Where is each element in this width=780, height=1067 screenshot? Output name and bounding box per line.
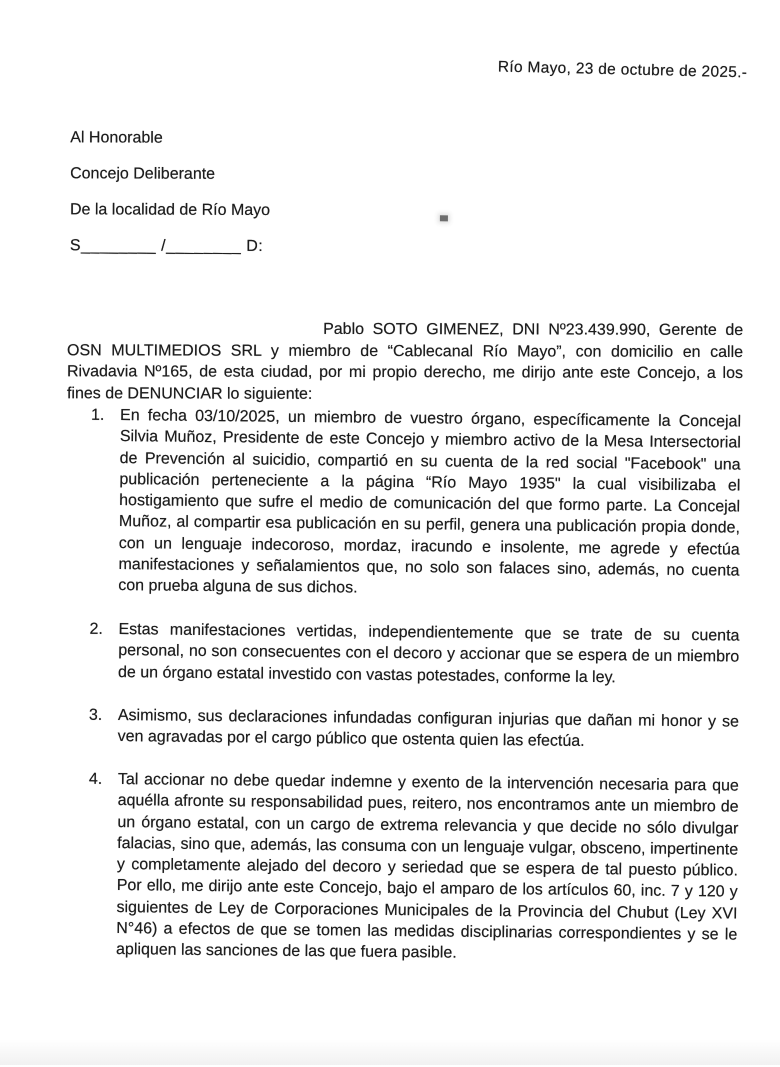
list-item-4 <box>87 769 739 967</box>
list-item-3 <box>89 704 739 753</box>
item-4-text: Tal accionar no debe quedar indemne y exento de la intervención necesaria para que aquélla afronte su responsabilidad pues, reitero, nos encontramos ante un miembro de un órgano estatal, con un cargo de extrema relevancia y que decide no sólo divulgar falacias, sino que, además, las consuma con un lenguaje vulgar, obsceno, impertinente y completamente alejado del decoro y seriedad que se espera de tal puesto público. Por ello, me dirijo ante este Concejo, bajo el amparo de los artículos 60, inc. 7 y 120 y siguientes de Ley de Corporaciones Municipales de la Provincia del Chubut (Ley XVI N°46) a efectos de que se tomen las medidas disciplinarias correspondientes y se le apliquen las sanciones de las que fuera pasible. <box>115 771 739 963</box>
addressee-line-honorable: Al Honorable <box>70 129 163 147</box>
addressee-line-localidad: De la localidad de Río Mayo <box>69 201 271 219</box>
item-1-number: 1. <box>90 406 105 424</box>
item-1-text: En fecha 03/10/2025, un miembro de vuestro órgano, específicamente la Concejal Silvia Muñoz, Presidente de este Concejo y miembro activo de la Mesa Intersectorial de Prevención al suicidio, compartió en su cuenta de la red social "Facebook" una publicación perteneciente a la página “Río Mayo 1935" la cual visibilizaba el hostigamiento que sufre el medio de comunicación del que formo parte. La Concejal Muñoz, al compartir esa publicación en su perfil, genera una publicación propia donde, con un lenguaje indecoroso, mordaz, iracundo e insolente, me agrede y efectúa manifestaciones y señalamientos que, no solo son falaces sino, además, no cuenta con prueba alguna de sus dichos. <box>118 407 742 597</box>
list-item-2 <box>89 618 740 689</box>
intro-paragraph: Pablo SOTO GIMENEZ, DNI Nº23.439.990, Gerente de OSN MULTIMEDIOS SRL y miembro de “Cablecanal Río Mayo”, con domicilio en calle Rivadavia Nº165, de esta ciudad, por mi propio derecho, me dirijo ante este Concejo, a los fines de DENUNCIAR lo siguiente: <box>66 320 744 403</box>
scan-artifact-speck <box>440 215 448 221</box>
item-4-number: 4. <box>88 770 103 789</box>
numbered-list <box>87 406 741 988</box>
item-2-text: Estas manifestaciones vertidas, independientemente que se trate de su cuenta personal, no son consecuentes con el decoro y accionar que se espera de un miembro de un órgano estatal investido con vastas potestades, conforme la ley. <box>117 620 740 686</box>
addressee-line-concejo: Concejo Deliberante <box>70 165 216 183</box>
item-3-number: 3. <box>88 706 103 724</box>
item-3-text: Asimismo, sus declaraciones infundadas configuran injurias que dañan mi honor y se ven agravadas por el cargo público que ostenta quien las efectúa. <box>117 706 739 750</box>
list-item-1 <box>89 405 741 603</box>
date-line: Río Mayo, 23 de octubre de 2025.- <box>497 58 748 82</box>
addressee-block <box>70 129 271 274</box>
salutation-line: S________ /________ D: <box>69 237 264 255</box>
item-2-number: 2. <box>89 620 103 638</box>
